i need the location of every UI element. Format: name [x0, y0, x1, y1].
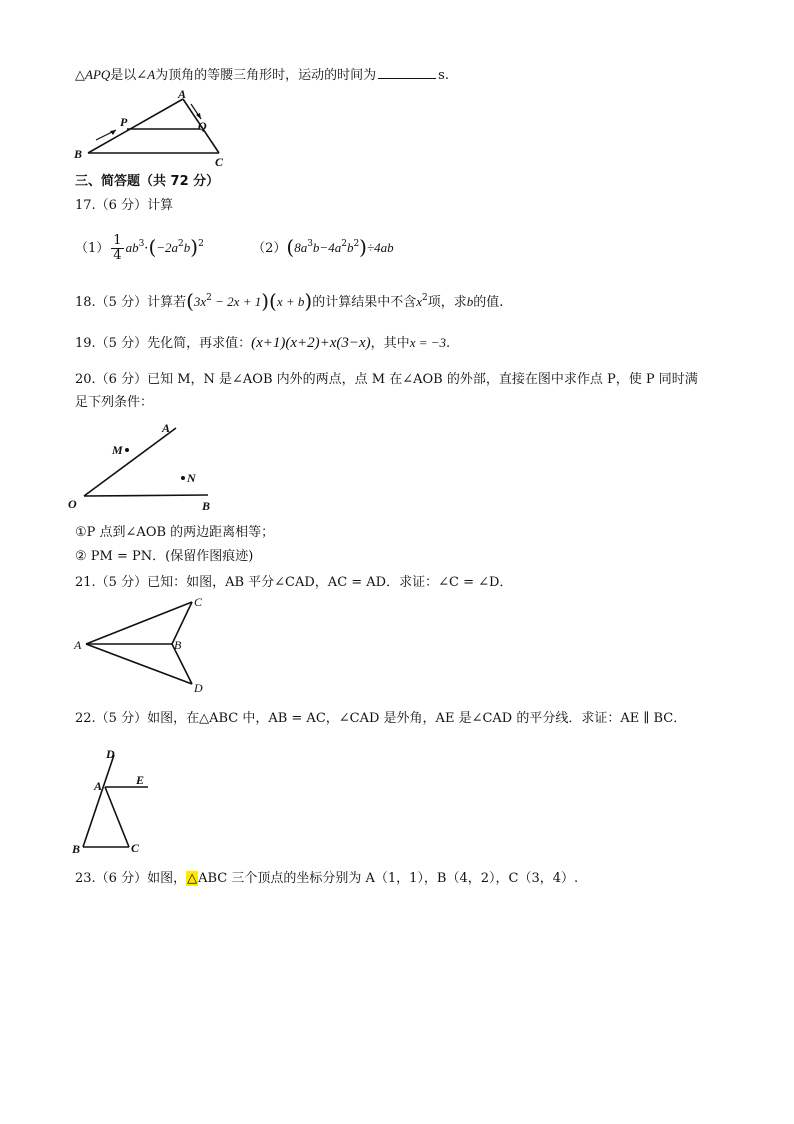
q22-line: 22.（5 分）如图，在△ABC 中，AB = AC，∠CAD 是外角，AE 是∠CAD 的平分线．求证：AE ∥ BC． [75, 711, 687, 726]
label-m: M [112, 443, 123, 457]
label-p: P [120, 115, 128, 129]
label-a: A [74, 638, 82, 652]
fraction: $\frac{1}{4}$ [113, 233, 122, 263]
section-title: 三、简答题（共 72 分） [75, 174, 220, 189]
label-b: B [202, 499, 211, 513]
label-e: E [136, 773, 145, 787]
label-b: B [174, 638, 182, 652]
label-a: A [178, 87, 187, 101]
figure-triangle-apq [70, 87, 240, 170]
label-d: D [194, 681, 203, 695]
figure-q22 [68, 745, 168, 857]
q20-line2: 足下列条件： [75, 395, 154, 410]
label-c: C [215, 155, 224, 169]
q20-cond2: ② PM = PN．(保留作图痕迹) [75, 549, 254, 564]
label-b: B [72, 842, 81, 856]
q19-line: 19.（5 分）先化简，再求值：(x+1)(x+2)+x(3−x)，其中x = −3. [75, 335, 451, 351]
label-o: O [68, 497, 77, 511]
q21-line: 21.（5 分）已知：如图，AB 平分∠CAD，AC = AD．求证：∠C = ∠D． [75, 575, 513, 590]
answer-blank[interactable] [378, 66, 436, 79]
label-a: A [94, 779, 103, 793]
q20-line1: 20.（6 分）已知 M，N 是∠AOB 内外的两点，点 M 在∠AOB 的外部，直接在图中求作点 P，使 P 同时满 [75, 372, 698, 387]
figure-angle-aob [62, 418, 232, 518]
q17-head: 17.（6 分）计算 [75, 198, 174, 213]
q20-cond1: ①P 点到∠AOB 的两边距离相等； [75, 525, 275, 540]
q23-line: 23.（6 分）如图，△ABC 三个顶点的坐标分别为 A（1，1），B（4，2），C（3，4）. [75, 871, 579, 886]
label-c: C [131, 841, 140, 855]
highlighted-triangle-symbol: △ [187, 871, 198, 886]
label-a: A [162, 421, 171, 435]
label-n: N [187, 471, 196, 485]
label-q: Q [198, 119, 207, 133]
q17-parts: （1） $\frac{1}{4}$ $ab^3\cdot(-2a^2b)^2$ $(2)(8a^3b-4a^2b^2)\div 4ab$ [75, 233, 394, 263]
label-c: C [194, 595, 203, 609]
q18-line: 18.（5 分）计算若$(3x^2 - 2x + 1)(x + b)$的计算结果中不含$x^2$项，求b的值. [75, 289, 504, 313]
q16-line: △APQ是以∠A为顶角的等腰三角形时，运动的时间为 s. [75, 67, 449, 83]
figure-q21 [70, 593, 220, 695]
label-d: D [106, 747, 115, 761]
label-b: B [74, 147, 83, 161]
